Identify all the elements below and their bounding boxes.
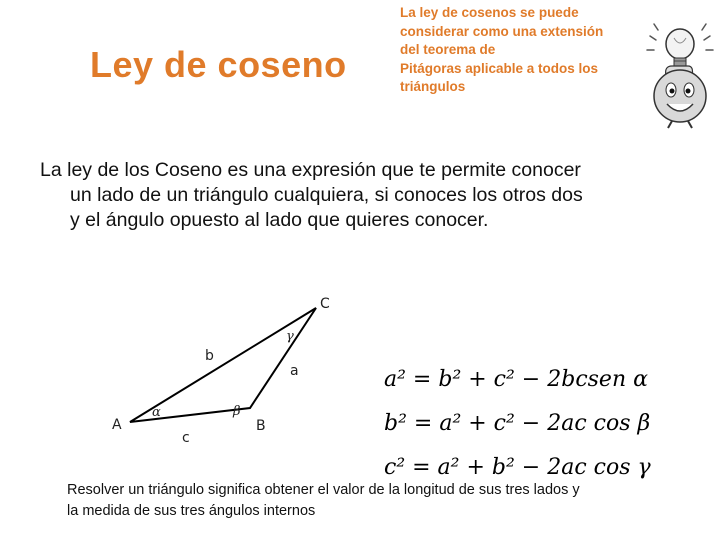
note-line: La ley de cosenos se puede	[400, 5, 579, 20]
side-label-a: a	[290, 363, 299, 379]
paragraph-line: y el ángulo opuesto al lado que quieres conocer.	[70, 209, 489, 231]
cosine-formulas	[384, 358, 651, 490]
paragraph-line: La ley de los Coseno es una expresión que te permite conocer	[40, 159, 581, 181]
angle-label-gamma: γ	[286, 329, 294, 344]
vertex-label-b: B	[256, 418, 266, 434]
formula-c: c² = a² + b² − 2ac cos γ	[384, 455, 651, 480]
side-label-b: b	[205, 348, 214, 364]
footer-line: Resolver un triángulo significa obtener el valor de la longitud de sus tres lados y	[67, 482, 580, 498]
angle-label-alpha: α	[152, 405, 161, 420]
footer-note	[67, 480, 580, 522]
law-description	[40, 158, 720, 233]
footer-line: la medida de sus tres ángulos internos	[67, 503, 316, 519]
angle-label-beta: β	[233, 404, 241, 419]
note-line: triángulos	[400, 79, 466, 94]
pythagoras-note	[400, 4, 645, 97]
note-line: del teorema de	[400, 42, 496, 57]
note-line: considerar como una extensión	[400, 23, 604, 39]
formula-a: a² = b² + c² − 2bcsen α	[384, 367, 648, 392]
triangle-diagram	[100, 292, 350, 452]
side-label-c: c	[182, 430, 190, 446]
paragraph-line: un lado de un triángulo cualquiera, si conoces los otros dos	[70, 184, 583, 206]
lightbulb-face-icon	[642, 18, 718, 130]
vertex-label-a: A	[112, 417, 122, 433]
vertex-label-c: C	[320, 296, 330, 312]
note-line: Pitágoras aplicable a todos los	[400, 60, 599, 76]
formula-b: b² = a² + c² − 2ac cos β	[384, 411, 651, 436]
page-title: Ley de coseno	[90, 44, 347, 85]
